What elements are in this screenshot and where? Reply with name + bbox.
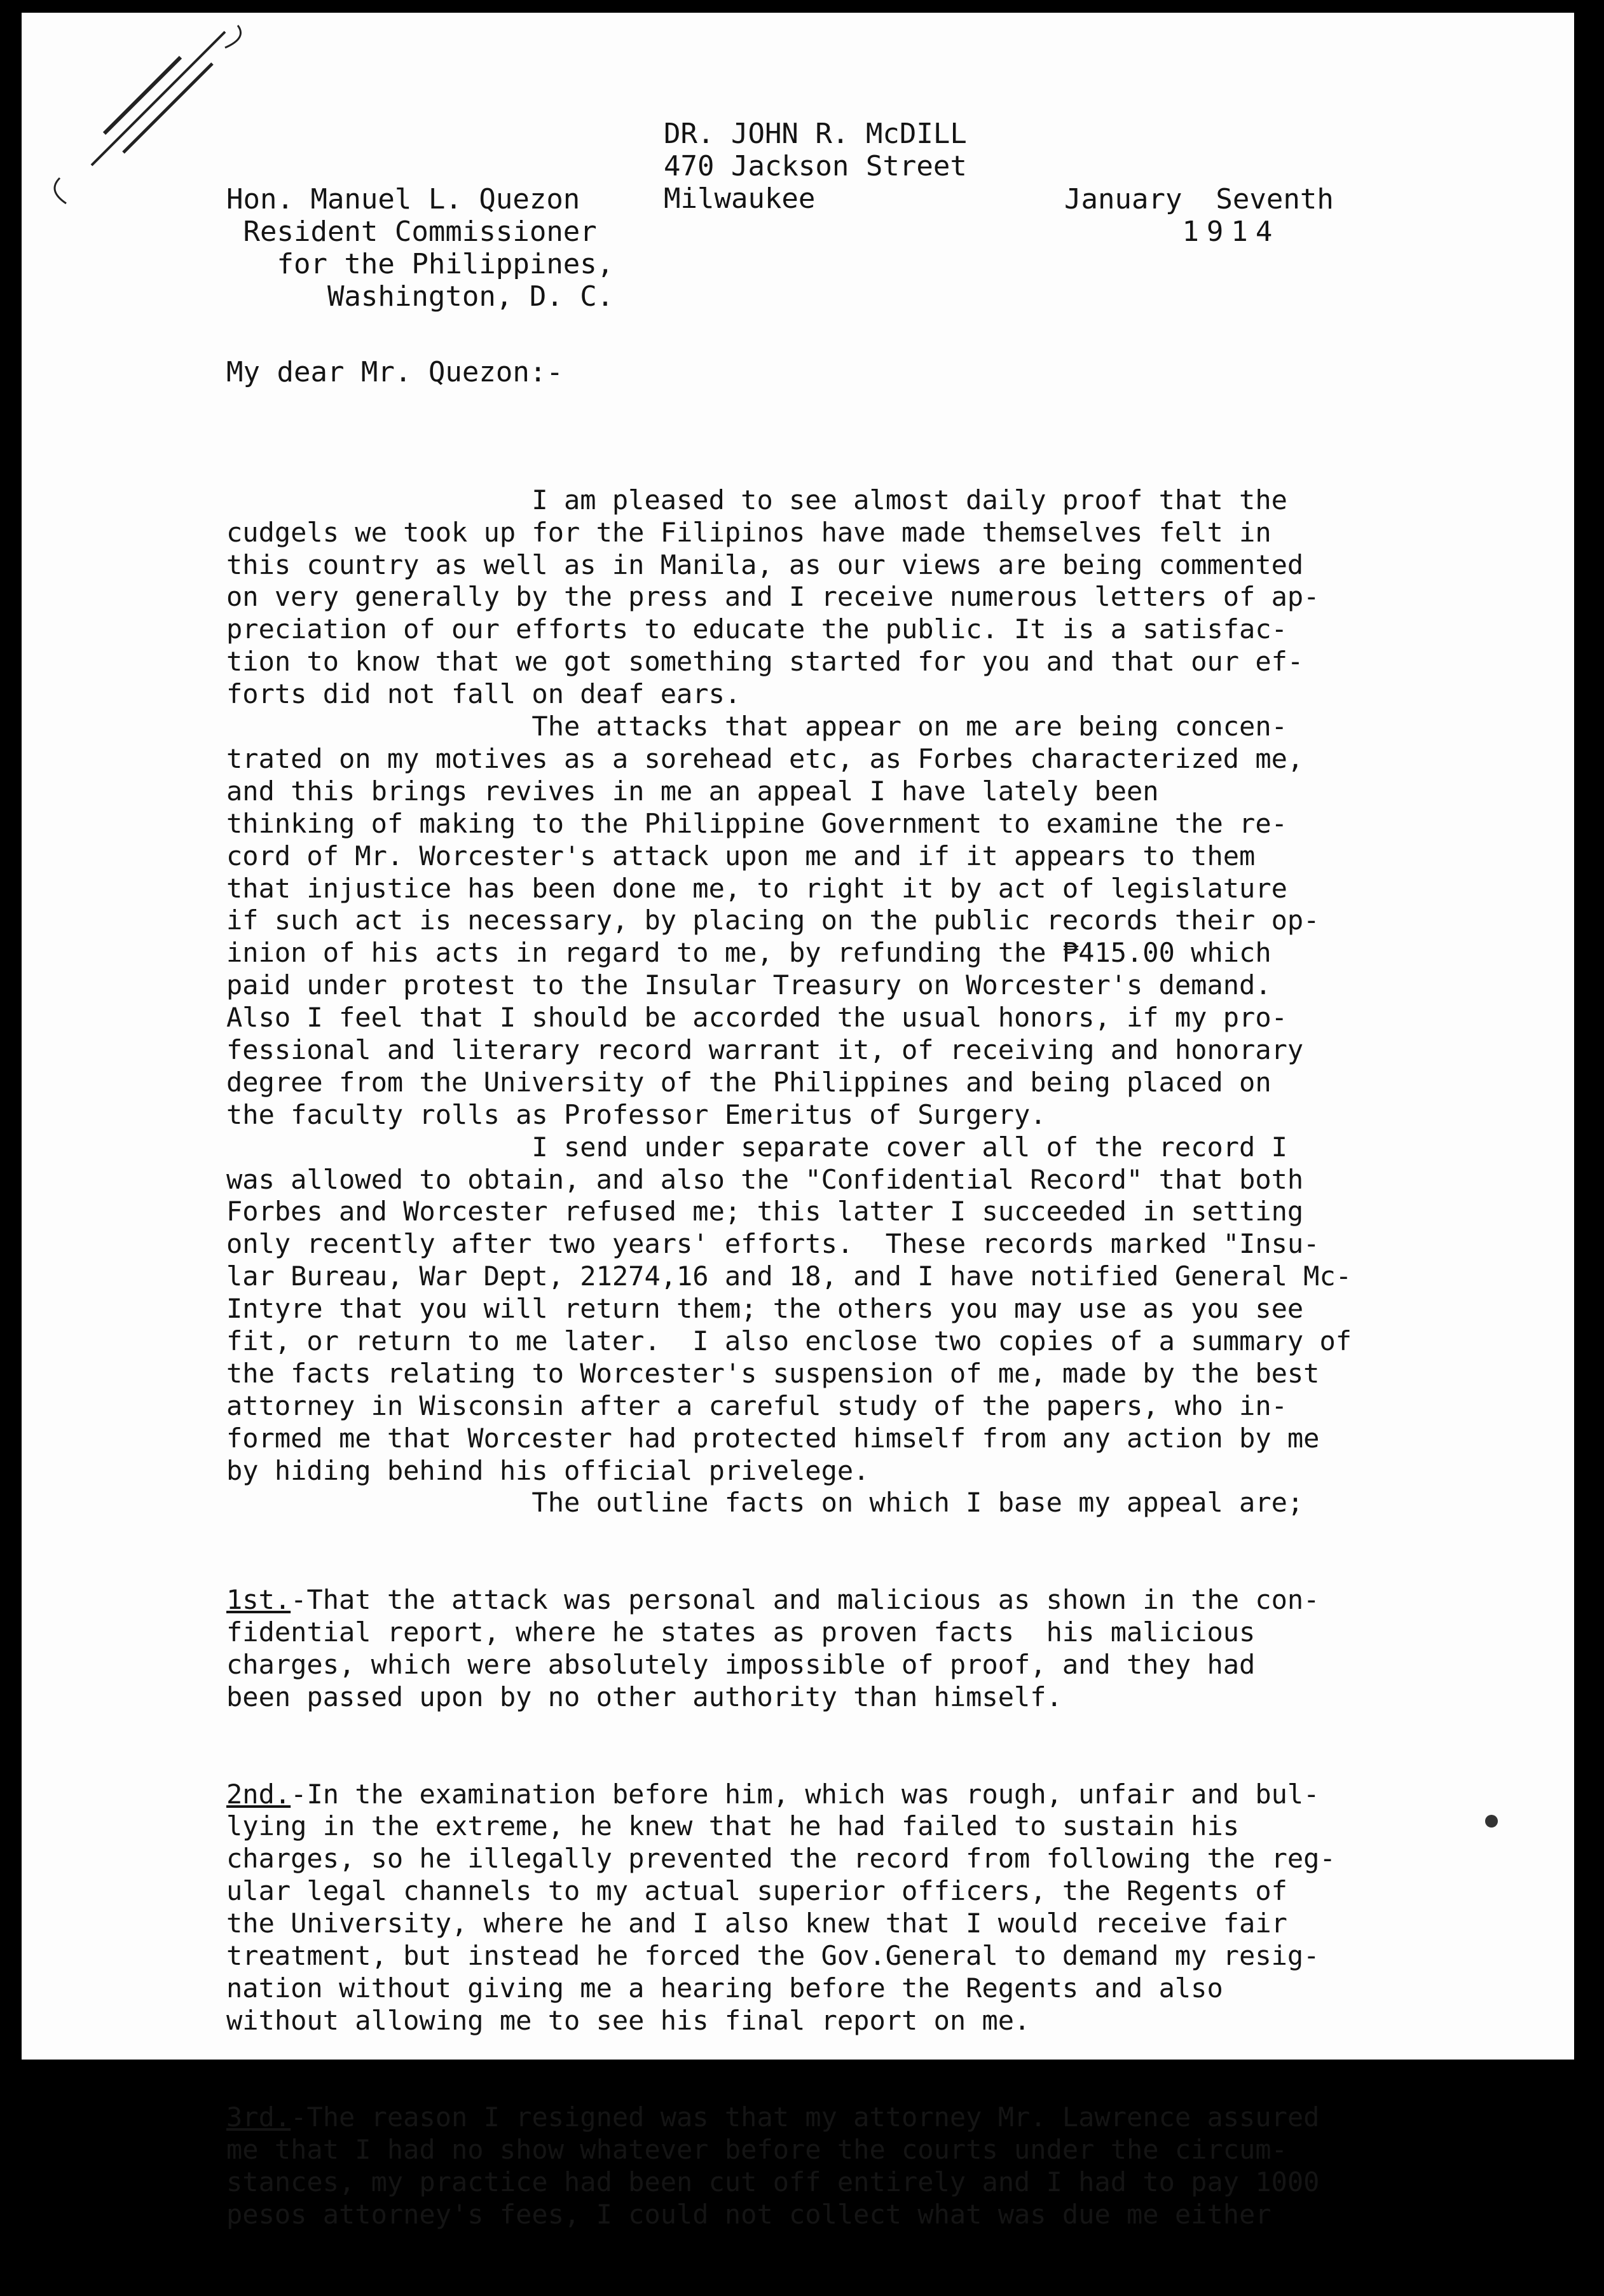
ink-speck (1485, 1815, 1498, 1828)
body-line: Intyre that you will return them; the others you may use as you see (226, 1293, 1304, 1325)
body-line: forts did not fall on deaf ears. (226, 678, 741, 710)
body-line: formed me that Worcester had protected himself from any action by me (226, 1422, 1320, 1454)
point-label-third: 3rd. (226, 2101, 291, 2133)
body-line: preciation of our efforts to educate the public. It is a satisfac- (226, 613, 1287, 645)
body-line: only recently after two years' efforts. These records marked "Insu- (226, 1228, 1320, 1260)
letterhead (664, 118, 967, 215)
letterhead-name: DR. JOHN R. McDILL (664, 118, 967, 150)
point-line: treatment, but instead he forced the Gov.General to demand my resig- (226, 1939, 1320, 1971)
body-line: and this brings revives in me an appeal I have lately been (226, 775, 1159, 807)
body-line: The outline facts on which I base my appeal are; (226, 1487, 1304, 1519)
body-line: I am pleased to see almost daily proof that the (226, 484, 1287, 516)
point-label-first: 1st. (226, 1584, 291, 1616)
body-line: I send under separate cover all of the record I (226, 1131, 1287, 1163)
point-line: pesos attorney's fees, I could not collect what was due me either (226, 2199, 1272, 2231)
point-line: stances, my practice had been cut off entirely and I had to pay 1000 (226, 2166, 1320, 2198)
body-line: cudgels we took up for the Filipinos have made themselves felt in (226, 516, 1272, 548)
addressee-line: Resident Commissioner (226, 215, 597, 248)
body-line: the faculty rolls as Professor Emeritus of Surgery. (226, 1098, 1046, 1130)
body-line: if such act is necessary, by placing on the public records their op- (226, 905, 1320, 936)
letter-date (1064, 183, 1334, 248)
letter-body (226, 420, 1352, 2296)
body-line: inion of his acts in regard to me, by refunding the ₱415.00 which (226, 937, 1272, 969)
body-line: trated on my motives as a sorehead etc, as Forbes characterized me, (226, 742, 1304, 774)
body-line: this country as well as in Manila, as our views are being commented (226, 549, 1304, 580)
addressee-block (226, 183, 613, 313)
body-line: Also I feel that I should be accorded the usual honors, if my pro- (226, 1002, 1287, 1034)
addressee-line: for the Philippines, (226, 248, 614, 280)
point-label-second: 2nd. (226, 1778, 291, 1810)
point-line: nation without giving me a hearing before the Regents and also (226, 1972, 1223, 2004)
point-line (226, 1779, 1352, 1811)
body-line: by hiding behind his official privelege. (226, 1454, 870, 1486)
body-line: thinking of making to the Philippine Government to examine the re- (226, 807, 1287, 839)
addressee-name: Hon. Manuel L. Quezon (226, 183, 580, 215)
point-line: me that I had no show whatever before the courts under the circum- (226, 2134, 1287, 2166)
body-line: on very generally by the press and I receive numerous letters of ap- (226, 581, 1320, 613)
date-year: 1914 (1182, 215, 1280, 248)
point-line: charges, so he illegally prevented the record from following the reg- (226, 1843, 1336, 1875)
addressee-line: Washington, D. C. (226, 280, 614, 313)
salutation: My dear Mr. Quezon:- (226, 356, 563, 388)
letter-page (22, 13, 1574, 2231)
body-line: fit, or return to me later. I also enclose two copies of a summary of (226, 1325, 1352, 1356)
paperclip-mark (34, 19, 244, 210)
point-text: -That the attack was personal and malicious as shown in the con- (291, 1584, 1320, 1616)
body-line: The attacks that appear on me are being concen- (226, 711, 1287, 742)
body-line: tion to know that we got something started for you and that our ef- (226, 646, 1304, 678)
body-line: degree from the University of the Philippines and being placed on (226, 1066, 1272, 1098)
letterhead-city: Milwaukee (664, 182, 816, 215)
point-line (226, 1584, 1352, 1616)
body-line: that injustice has been done me, to right it by act of legislature (226, 872, 1287, 904)
point-line: charges, which were absolutely impossible of proof, and they had (226, 1648, 1256, 1680)
body-line: paid under protest to the Insular Treasury on Worcester's demand. (226, 969, 1272, 1001)
point-text: -The reason I resigned was that my attorney Mr. Lawrence assured (291, 2101, 1320, 2133)
point-line: lying in the extreme, he knew that he had failed to sustain his (226, 1810, 1240, 1842)
point-line: been passed upon by no other authority than himself. (226, 1681, 1062, 1712)
body-line: Forbes and Worcester refused me; this latter I succeeded in setting (226, 1196, 1304, 1227)
body-line: cord of Mr. Worcester's attack upon me and if it appears to them (226, 840, 1256, 871)
point-line: the University, where he and I also knew that I would receive fair (226, 1908, 1287, 1939)
body-line: lar Bureau, War Dept, 21274,16 and 18, and I have notified General Mc- (226, 1261, 1352, 1292)
point-line: without allowing me to see his final report on me. (226, 2004, 1031, 2036)
body-line: fessional and literary record warrant it, of receiving and honorary (226, 1034, 1304, 1065)
point-line: fidential report, where he states as proven facts his malicious (226, 1616, 1256, 1648)
body-line: attorney in Wisconsin after a careful study of the papers, who in- (226, 1390, 1287, 1421)
point-text: -In the examination before him, which was rough, unfair and bul- (291, 1778, 1320, 1810)
point-line: ular legal channels to my actual superior officers, the Regents of (226, 1875, 1287, 1907)
date-day: January Seventh (1064, 183, 1334, 215)
body-line: was allowed to obtain, and also the "Confidential Record" that both (226, 1163, 1304, 1195)
point-line (226, 2101, 1352, 2134)
letterhead-street: 470 Jackson Street (664, 150, 967, 182)
body-line: the facts relating to Worcester's suspension of me, made by the best (226, 1357, 1320, 1389)
